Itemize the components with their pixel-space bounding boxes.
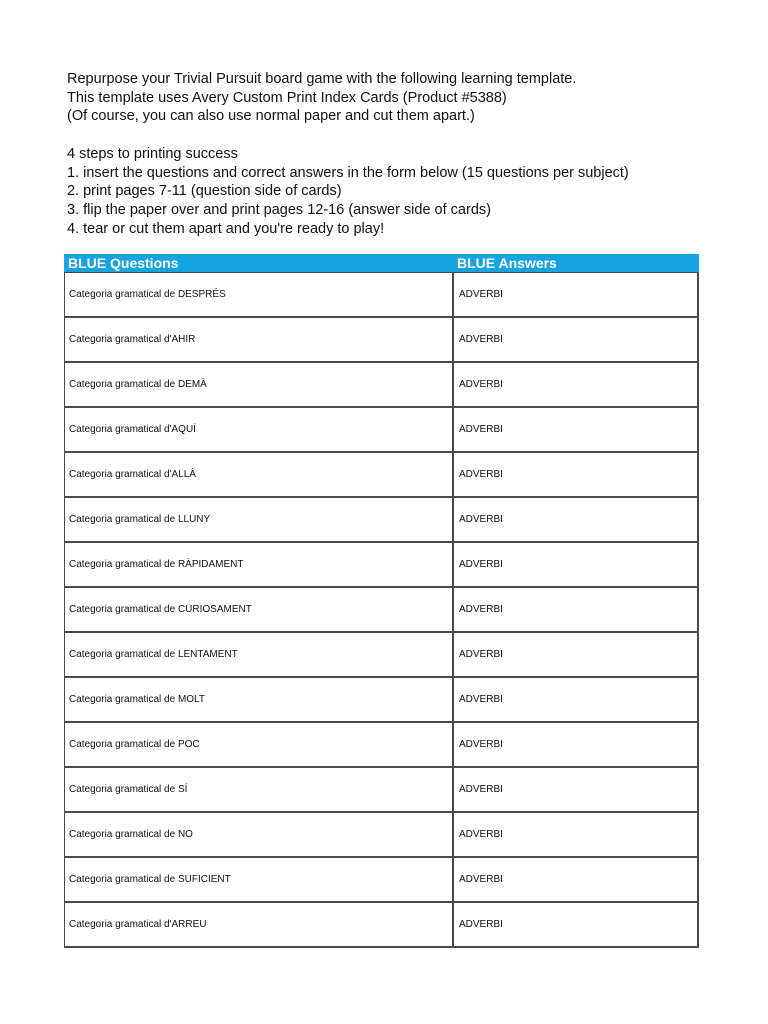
answer-cell[interactable]: ADVERBI [454,588,699,631]
answer-cell[interactable]: ADVERBI [454,273,699,316]
intro-line-3: (Of course, you can also use normal paper and cut them apart.) [67,108,475,125]
table-row [64,588,699,633]
table-row [64,633,699,678]
table-row [64,768,699,813]
table-row [64,318,699,363]
question-cell[interactable]: Categoria gramatical de MOLT [64,678,454,721]
table-row [64,678,699,723]
intro-line-2: This template uses Avery Custom Print Index Cards (Product #5388) [67,89,507,106]
question-cell[interactable]: Categoria gramatical de SÍ [64,768,454,811]
table-row [64,723,699,768]
answer-cell[interactable]: ADVERBI [454,318,699,361]
step-4: 4. tear or cut them apart and you're ready to play! [67,220,385,237]
answer-cell[interactable]: ADVERBI [454,453,699,496]
question-cell[interactable]: Categoria gramatical d'ARREU [64,903,454,946]
header-answers: BLUE Answers [457,255,557,271]
answer-cell[interactable]: ADVERBI [454,498,699,541]
table-header [64,254,699,272]
table-row [64,453,699,498]
question-cell[interactable]: Categoria gramatical de DESPRÉS [64,273,454,316]
answer-cell[interactable]: ADVERBI [454,768,699,811]
question-cell[interactable]: Categoria gramatical de RÀPIDAMENT [64,543,454,586]
question-cell[interactable]: Categoria gramatical de LENTAMENT [64,633,454,676]
steps-title: 4 steps to printing success [67,145,238,162]
table-rows [64,272,699,948]
answer-cell[interactable]: ADVERBI [454,813,699,856]
step-2: 2. print pages 7-11 (question side of cards) [67,183,342,200]
question-cell[interactable]: Categoria gramatical de LLUNY [64,498,454,541]
question-cell[interactable]: Categoria gramatical de CURIOSAMENT [64,588,454,631]
table-row [64,498,699,543]
question-cell[interactable]: Categoria gramatical de DEMÀ [64,363,454,406]
step-3: 3. flip the paper over and print pages 12-16 (answer side of cards) [67,201,491,218]
answer-cell[interactable]: ADVERBI [454,858,699,901]
answer-cell[interactable]: ADVERBI [454,543,699,586]
question-cell[interactable]: Categoria gramatical d'AHIR [64,318,454,361]
table-row [64,408,699,453]
intro-line-1: Repurpose your Trivial Pursuit board game with the following learning template. [67,71,577,87]
qa-table [64,254,699,948]
answer-cell[interactable]: ADVERBI [454,903,699,946]
intro-text [67,70,747,238]
table-row [64,858,699,903]
table-row [64,273,699,318]
answer-cell[interactable]: ADVERBI [454,633,699,676]
question-cell[interactable]: Categoria gramatical d'ALLÀ [64,453,454,496]
spacer [67,126,747,145]
step-1: 1. insert the questions and correct answers in the form below (15 questions per subject) [67,164,629,181]
question-cell[interactable]: Categoria gramatical de POC [64,723,454,766]
table-row [64,813,699,858]
table-row [64,543,699,588]
question-cell[interactable]: Categoria gramatical de NO [64,813,454,856]
answer-cell[interactable]: ADVERBI [454,723,699,766]
question-cell[interactable]: Categoria gramatical de SUFICIENT [64,858,454,901]
answer-cell[interactable]: ADVERBI [454,678,699,721]
table-row [64,363,699,408]
header-questions: BLUE Questions [68,255,179,271]
question-cell[interactable]: Categoria gramatical d'AQUÍ [64,408,454,451]
answer-cell[interactable]: ADVERBI [454,408,699,451]
table-row [64,903,699,948]
answer-cell[interactable]: ADVERBI [454,363,699,406]
